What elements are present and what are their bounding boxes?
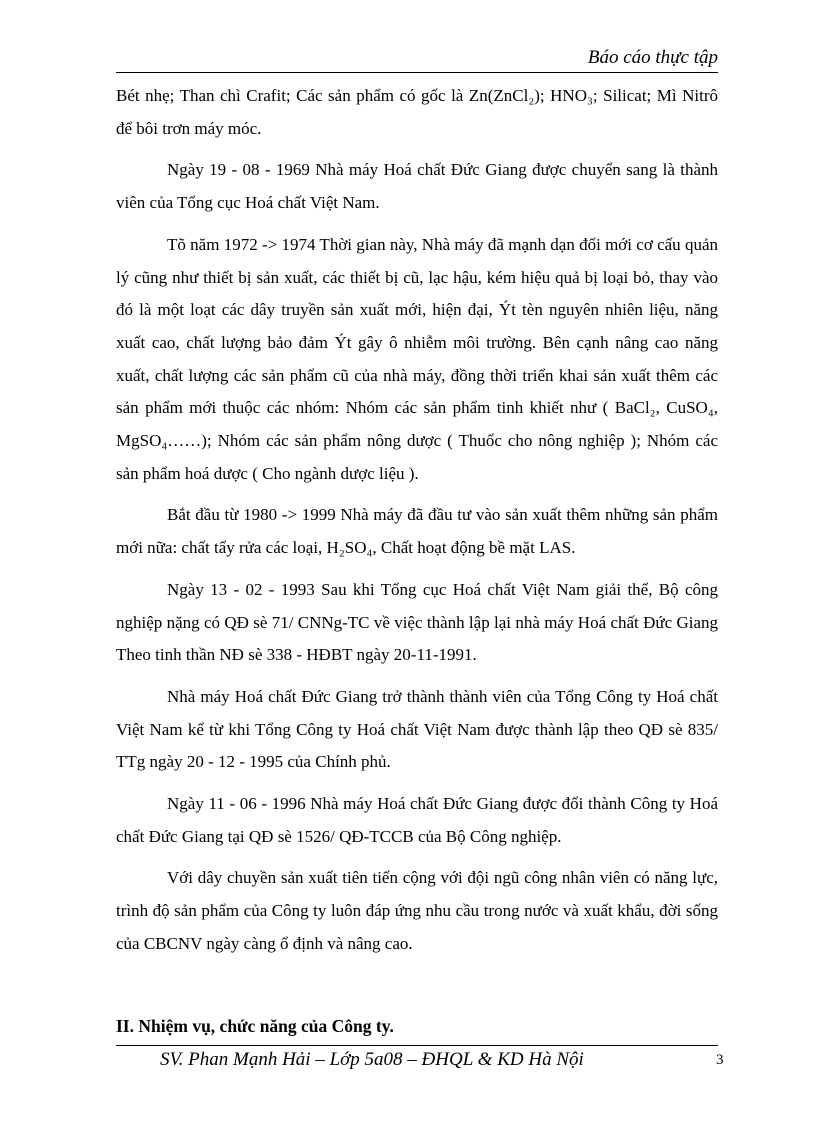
paragraph-1993: Ngày 13 - 02 - 1993 Sau khi Tổng cục Hoá chất Việt Nam giải thể, Bộ công nghiệp nặng có QĐ sè 71/ CNNg-TC về việc thành lập lại nhà máy Hoá chất Đức Giang Theo tinh thần NĐ sè 338 - HĐBT ngày 20-11-1991. <box>116 579 718 665</box>
paragraph-1980-1999: Bắt đầu từ 1980 -> 1999 Nhà máy đã đầu tư vào sản xuất thêm những sản phẩm mới nữa: chất tẩy rửa các loại, H₂SO₄, Chất hoạt động bề mặt LAS. <box>116 505 718 558</box>
header-divider <box>116 72 718 73</box>
paragraph-1969: Ngày 19 - 08 - 1969 Nhà máy Hoá chất Đức Giang được chuyển sang là thành viên của Tổng cục Hoá chất Việt Nam. <box>116 160 718 213</box>
document-body <box>116 80 718 970</box>
header-title: Báo cáo thực tập <box>587 47 718 68</box>
footer-divider <box>116 1045 718 1046</box>
page-number: 3 <box>716 1052 724 1068</box>
paragraph-1972-1974: Tõ năm 1972 -> 1974 Thời gian này, Nhà máy đã mạnh dạn đổi mới cơ cấu quản lý cũng như thiết bị sản xuất, các thiết bị cũ, lạc hậu, kém hiệu quả bị loại bỏ, thay vào đó là một loạt các dây truyền sản xuất mới, hiện đại, Ýt tèn nguyên nhiên liệu, năng xuất cao, chất lượng bảo đảm Ýt gây ô nhiễm môi trường. Bên cạnh nâng cao năng xuất, chất lượng các sản phẩm cũ của nhà máy, đồng thời triển khai sản xuất thêm các sản phẩm mới thuộc các nhóm: Nhóm các sản phẩm tinh khiết như ( BaCl₂, CuSO₄, MgSO₄……); Nhóm các sản phẩm nông dược ( Thuốc cho nông nghiệp ); Nhóm các sản phẩm hoá dược ( Cho ngành dược liệu ). <box>116 234 718 483</box>
paragraph-1996: Ngày 11 - 06 - 1996 Nhà máy Hoá chất Đức Giang được đổi thành Công ty Hoá chất Đức Giang tại QĐ sè 1526/ QĐ-TCCB của Bộ Công nghiệp. <box>116 794 718 846</box>
paragraph-1995: Nhà máy Hoá chất Đức Giang trở thành thành viên của Tổng Công ty Hoá chất Việt Nam kể từ khi Tổng Công ty Hoá chất Việt Nam được thành lập theo QĐ sè 835/ TTg ngày 20 - 12 - 1995 của Chính phủ. <box>116 686 718 772</box>
paragraph-continuation: Bét nhẹ; Than chì Crafit; Các sản phẩm có gốc là Zn(ZnCl₂); HNO₃; Silicat; Mì Nitrô để bôi trơn máy móc. <box>116 86 718 138</box>
paragraph-conclusion: Với dây chuyền sản xuất tiên tiến cộng với đội ngũ công nhân viên có năng lực, trình độ sản phẩm của Công ty luôn đáp ứng nhu cầu trong nước và xuất khẩu, đời sống của CBCNV ngày càng ổ định và nâng cao. <box>116 868 718 953</box>
section-heading: II. Nhiệm vụ, chức năng của Công ty. <box>116 1016 394 1036</box>
footer-author: SV. Phan Mạnh Hải – Lớp 5a08 – ĐHQL & KD Hà Nội <box>160 1049 584 1070</box>
